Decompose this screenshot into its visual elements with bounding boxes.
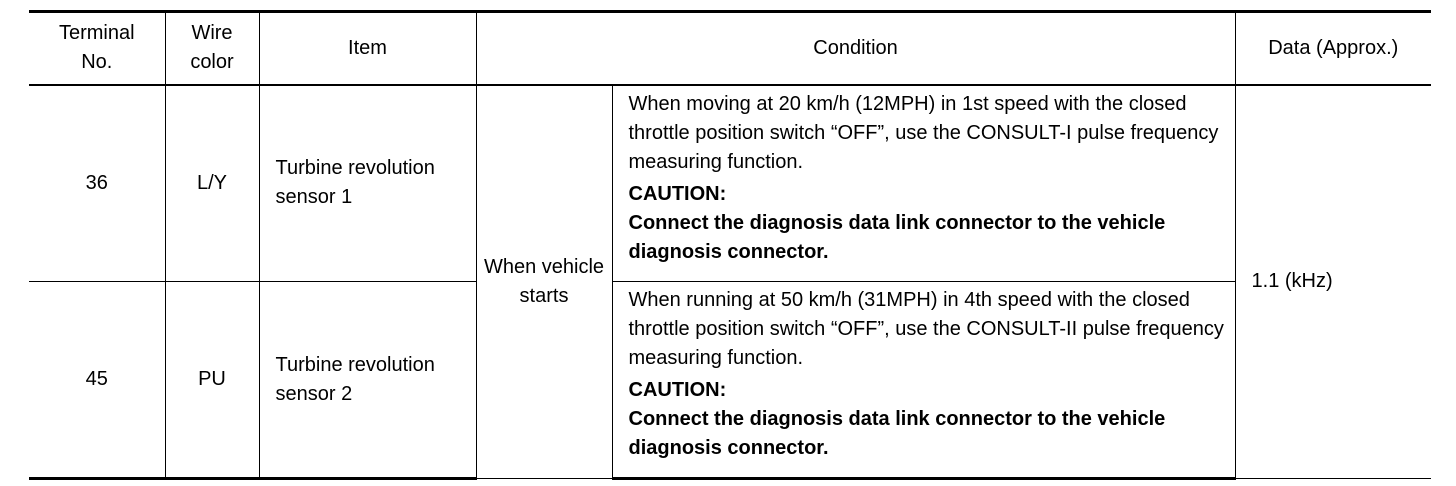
header-data: Data (Approx.): [1235, 12, 1431, 85]
header-wire-color: [165, 12, 259, 85]
terminal-cell: 36: [29, 85, 165, 282]
table-row: [29, 282, 1431, 479]
condition-detail-cell: [612, 282, 1235, 479]
condition-detail-cell: [612, 85, 1235, 282]
header-item: Item: [259, 12, 476, 85]
table-header-row: [29, 12, 1431, 85]
terminal-cell: 45: [29, 282, 165, 479]
item-cell: Turbine revolution sensor 1: [259, 85, 476, 282]
terminal-spec-table: [29, 10, 1431, 480]
condition-detail-text: When moving at 20 km/h (12MPH) in 1st speed with the closed throttle position switch “OFF”, use the CONSULT-I pulse frequency measuring function.: [628, 92, 1219, 173]
header-condition: Condition: [476, 12, 1235, 85]
header-terminal-no: [29, 12, 165, 85]
header-wire-line2: color: [190, 51, 234, 74]
caution-text: Connect the diagnosis data link connector to the vehicle diagnosis connector.: [628, 408, 1166, 459]
item-cell: Turbine revolution sensor 2: [259, 282, 476, 479]
shared-data-cell: 1.1 (kHz): [1235, 85, 1431, 479]
table-row: [29, 85, 1431, 282]
wire-color-cell: PU: [165, 282, 259, 479]
shared-condition-cell: When vehicle starts: [476, 85, 612, 479]
wire-color-cell: L/Y: [165, 85, 259, 282]
caution-label: CAUTION:: [628, 182, 727, 205]
header-terminal-line2: No.: [81, 51, 113, 74]
caution-label: CAUTION:: [628, 379, 727, 401]
header-wire-line1: Wire: [191, 22, 233, 45]
condition-detail-text: When running at 50 km/h (31MPH) in 4th speed with the closed throttle position switch “OFF”, use the CONSULT-II pulse frequency measuring function.: [628, 289, 1224, 369]
header-terminal-line1: Terminal: [58, 22, 135, 45]
caution-text: Connect the diagnosis data link connector to the vehicle diagnosis connector.: [628, 211, 1166, 263]
